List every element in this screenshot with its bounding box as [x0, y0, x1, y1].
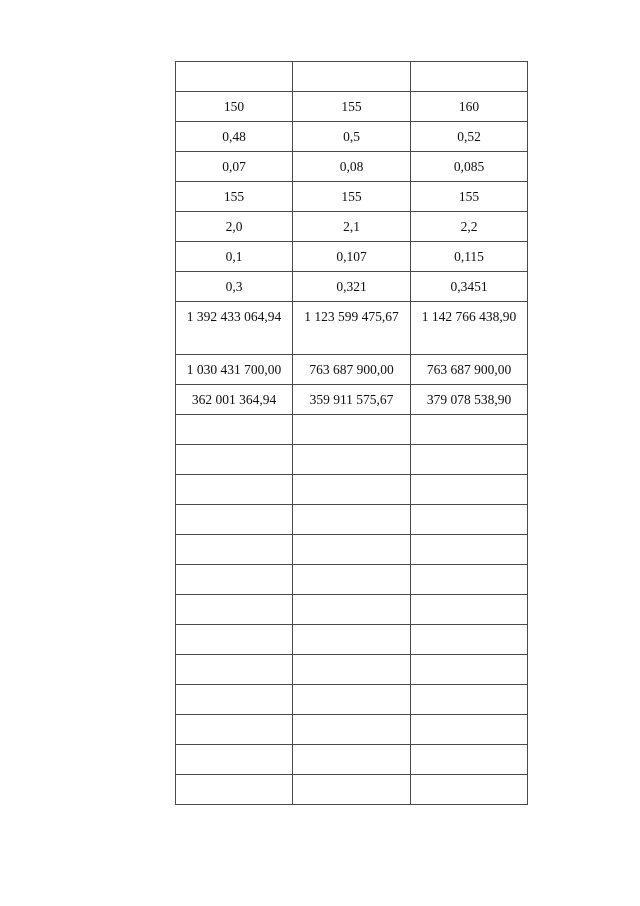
table-row	[176, 242, 528, 272]
table-cell: 362 001 364,94	[176, 385, 293, 415]
table-row	[176, 565, 528, 595]
table-cell	[293, 775, 411, 805]
table-cell	[176, 535, 293, 565]
table-cell	[411, 445, 528, 475]
table-cell	[411, 565, 528, 595]
table-cell: 0,3	[176, 272, 293, 302]
data-table	[175, 61, 528, 805]
table-row	[176, 715, 528, 745]
table-cell	[293, 445, 411, 475]
table-cell	[176, 715, 293, 745]
table-cell	[176, 685, 293, 715]
table-cell	[411, 475, 528, 505]
table-body	[176, 62, 528, 805]
table-row	[176, 475, 528, 505]
table-cell	[293, 505, 411, 535]
table-cell: 763 687 900,00	[293, 355, 411, 385]
table-cell: 160	[411, 92, 528, 122]
table-cell: 763 687 900,00	[411, 355, 528, 385]
table-row	[176, 272, 528, 302]
table-cell: 0,085	[411, 152, 528, 182]
table-row	[176, 122, 528, 152]
table-cell: 0,5	[293, 122, 411, 152]
table-row	[176, 625, 528, 655]
table-cell	[176, 505, 293, 535]
table-cell	[411, 655, 528, 685]
table-cell: 0,321	[293, 272, 411, 302]
table-cell	[293, 62, 411, 92]
table-row	[176, 745, 528, 775]
table-row	[176, 655, 528, 685]
table-cell	[411, 745, 528, 775]
table-cell: 155	[293, 182, 411, 212]
table-row	[176, 212, 528, 242]
table-row	[176, 62, 528, 92]
table-cell	[293, 715, 411, 745]
table-row	[176, 182, 528, 212]
table-cell: 1 392 433 064,94	[176, 302, 293, 355]
table-cell	[176, 415, 293, 445]
table-row	[176, 445, 528, 475]
table-cell	[411, 715, 528, 745]
table-cell: 1 030 431 700,00	[176, 355, 293, 385]
table-cell	[176, 565, 293, 595]
table-cell	[411, 595, 528, 625]
table-cell	[176, 625, 293, 655]
table-row	[176, 152, 528, 182]
table-row	[176, 685, 528, 715]
table-cell: 155	[176, 182, 293, 212]
table-cell	[411, 535, 528, 565]
table-cell	[176, 775, 293, 805]
table-cell	[411, 415, 528, 445]
table-cell: 0,3451	[411, 272, 528, 302]
table-cell: 155	[411, 182, 528, 212]
table-row	[176, 505, 528, 535]
table-cell: 2,2	[411, 212, 528, 242]
table-cell	[293, 535, 411, 565]
table-cell: 1 142 766 438,90	[411, 302, 528, 355]
table-cell	[293, 625, 411, 655]
table-row	[176, 415, 528, 445]
table-cell	[411, 505, 528, 535]
table-row	[176, 355, 528, 385]
table-cell: 359 911 575,67	[293, 385, 411, 415]
table-cell	[293, 415, 411, 445]
table-cell: 0,08	[293, 152, 411, 182]
table-cell	[293, 745, 411, 775]
table-cell: 155	[293, 92, 411, 122]
table-cell: 0,52	[411, 122, 528, 152]
table-cell: 2,1	[293, 212, 411, 242]
table-row	[176, 385, 528, 415]
table-row	[176, 595, 528, 625]
table-cell: 150	[176, 92, 293, 122]
table-cell: 379 078 538,90	[411, 385, 528, 415]
table-cell	[293, 565, 411, 595]
table-cell	[293, 655, 411, 685]
table-cell: 1 123 599 475,67	[293, 302, 411, 355]
table-row	[176, 535, 528, 565]
table-row	[176, 92, 528, 122]
table-row	[176, 302, 528, 355]
table-cell	[176, 745, 293, 775]
table-cell	[411, 685, 528, 715]
table-cell	[411, 775, 528, 805]
table-cell	[293, 475, 411, 505]
table-cell	[176, 62, 293, 92]
table-cell: 0,107	[293, 242, 411, 272]
table-cell	[176, 595, 293, 625]
table-cell	[176, 445, 293, 475]
table-cell: 0,115	[411, 242, 528, 272]
table-cell	[293, 595, 411, 625]
table-cell: 0,1	[176, 242, 293, 272]
table-cell	[411, 62, 528, 92]
table-cell: 0,07	[176, 152, 293, 182]
table-row	[176, 775, 528, 805]
table-cell	[176, 655, 293, 685]
table-cell	[411, 625, 528, 655]
table-cell	[293, 685, 411, 715]
table-cell: 2,0	[176, 212, 293, 242]
table-cell: 0,48	[176, 122, 293, 152]
table-cell	[176, 475, 293, 505]
